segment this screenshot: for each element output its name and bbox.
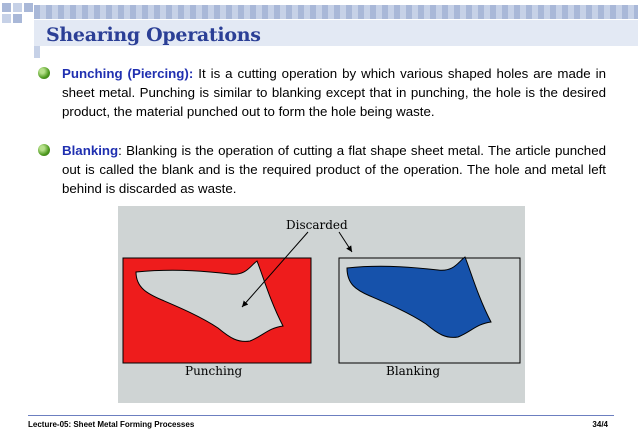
header-band <box>34 5 638 19</box>
bullet-text <box>62 64 606 121</box>
bullet-term: Punching (Piercing): <box>62 66 194 81</box>
footer-lecture-title: Lecture-05: Sheet Metal Forming Processes <box>28 420 195 429</box>
bullet-blanking <box>38 141 606 198</box>
slide-title: Shearing Operations <box>46 24 261 46</box>
bullet-body: It is a cutting operation by which various shaped holes are made in sheet metal. Punching is similar to blanking except that in punching, the hole is the desired product, the material punched out to form the hole being waste. <box>62 66 607 119</box>
discarded-label: Discarded <box>286 218 348 232</box>
footer-divider <box>28 415 614 416</box>
decor-block <box>34 46 40 58</box>
bullet-punching <box>38 64 606 121</box>
bullet-term: Blanking <box>62 143 119 158</box>
bullet-ball-icon <box>38 67 50 79</box>
punching-blanking-figure <box>118 206 525 403</box>
bullet-text <box>62 141 606 198</box>
punching-caption: Punching <box>185 364 243 378</box>
blanking-caption: Blanking <box>386 364 441 378</box>
bullet-ball-icon <box>38 144 50 156</box>
bullet-body: : Blanking is the operation of cutting a flat shape sheet metal. The article punched out is called the blank and is the required product of the operation. The hole and metal left behind is discarded as waste. <box>62 143 606 196</box>
footer-page-number: 34/4 <box>592 420 608 429</box>
